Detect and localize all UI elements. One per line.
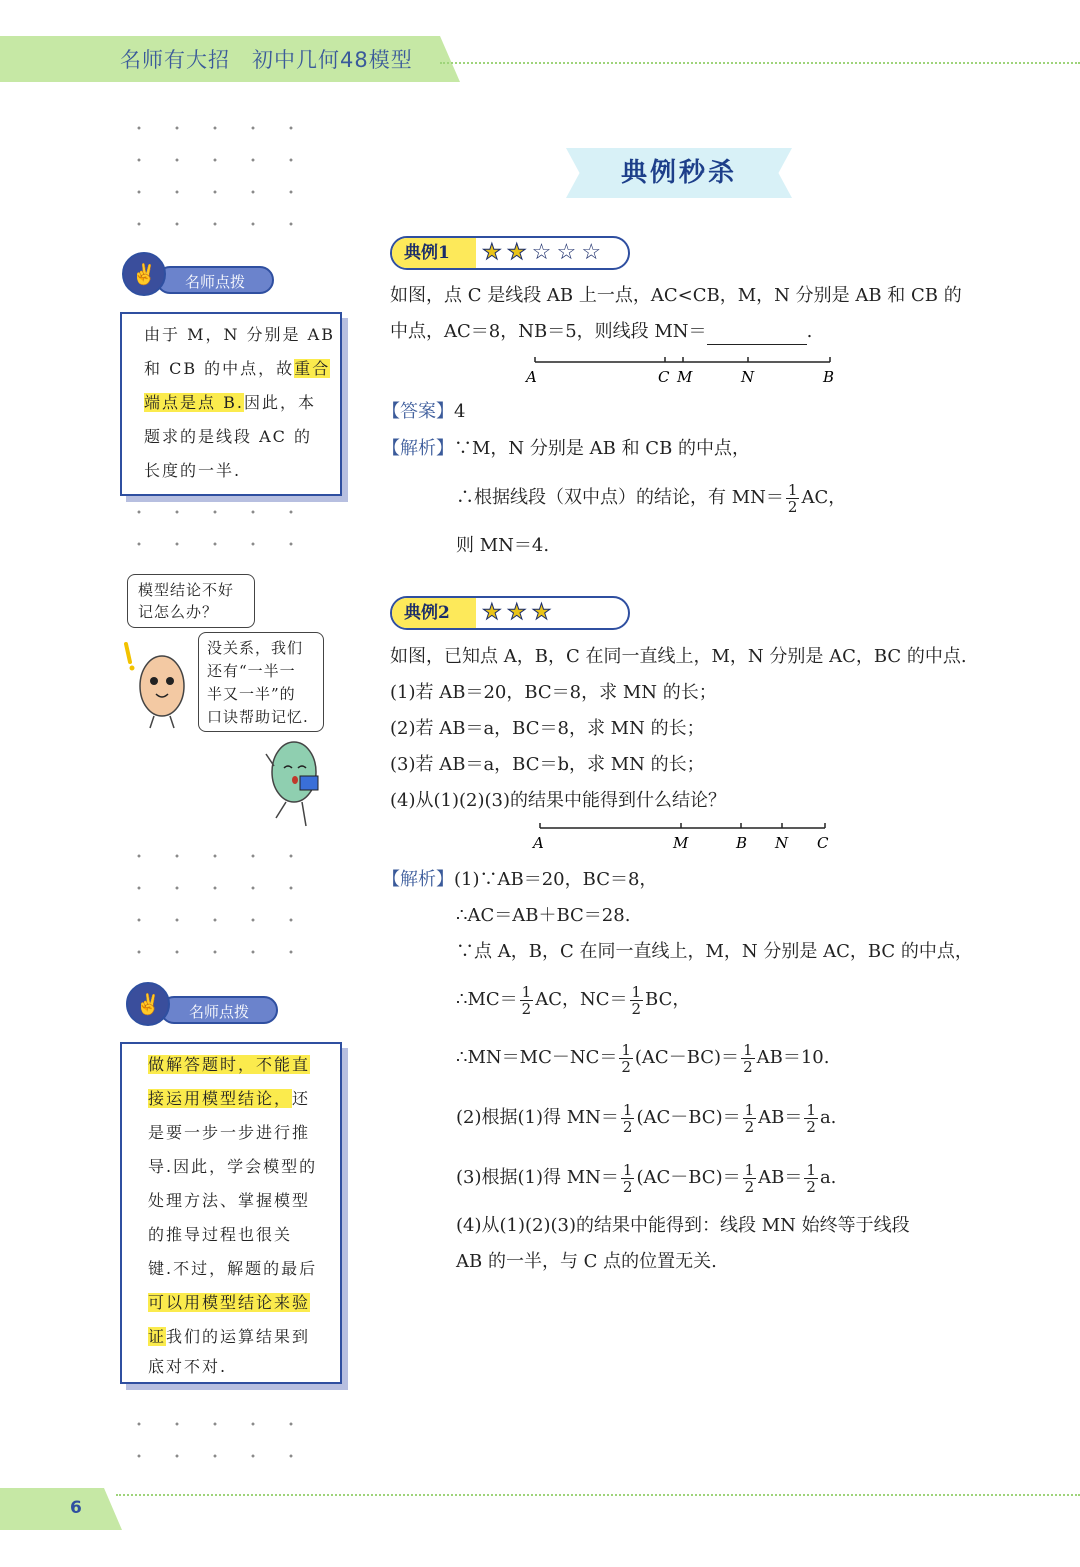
example2-solution-4 <box>456 980 690 1020</box>
example2-solution-7 <box>456 1158 836 1198</box>
tip-highlight: 端点是点 B. <box>144 393 244 412</box>
analysis-text: a. <box>819 1107 837 1128</box>
analysis-label: 【解析】 <box>382 438 454 459</box>
tip1-line4: 题求的是线段 AC 的 <box>144 427 312 446</box>
tip2-line10: 底对不对. <box>148 1357 228 1376</box>
fraction-half <box>786 482 800 515</box>
example2-solution-3: ∵点 A，B，C 在同一直线上，M，N 分别是 AC，BC 的中点， <box>456 941 973 962</box>
book-title: 名师有大招 初中几何48模型 <box>120 48 413 72</box>
star-filled-icon: ★ <box>531 600 552 625</box>
example1-analysis-line2 <box>456 480 846 516</box>
analysis-text: BC， <box>645 989 691 1010</box>
example2-figure <box>525 816 845 856</box>
bubble1-line1: 模型结论不好 <box>138 581 235 599</box>
green-egg-character-icon <box>252 732 332 832</box>
fraction-half <box>743 1162 757 1195</box>
fraction-den: 2 <box>622 1177 633 1196</box>
fraction-num: 1 <box>806 1100 816 1119</box>
tip2-line2 <box>148 1082 310 1116</box>
example1-stars <box>482 238 601 268</box>
example2-label: 典例2 <box>392 598 476 628</box>
example2-solution-6 <box>456 1098 836 1138</box>
analysis-text: (AC－BC)＝ <box>634 1047 740 1068</box>
tip-highlight: 接运用模型结论， <box>148 1089 293 1108</box>
answer-bubble <box>198 632 324 732</box>
fraction-den: 2 <box>806 1177 816 1196</box>
fraction-num: 1 <box>622 1160 633 1179</box>
example1-answer <box>382 400 465 424</box>
fraction-half <box>520 984 534 1017</box>
example2-question-1: (1)若 AB＝20，BC＝8，求 MN 的长； <box>390 682 717 703</box>
fraction-den: 2 <box>621 1057 631 1076</box>
star-filled-icon: ★ <box>506 240 527 265</box>
tip2-line5: 处理方法、掌握模型 <box>148 1191 311 1210</box>
tip2-line1 <box>148 1048 310 1082</box>
fraction-num: 1 <box>806 1160 816 1179</box>
tip2-line8 <box>148 1286 310 1320</box>
example2-solution-5 <box>456 1038 829 1078</box>
footer-band <box>0 1488 122 1530</box>
analysis-text: (2)根据(1)得 MN＝ <box>456 1107 619 1128</box>
analysis-text: (1)∵AB＝20，BC＝8， <box>454 869 658 890</box>
point-label: C <box>817 834 829 852</box>
fraction-half <box>621 1162 635 1195</box>
fraction-half <box>621 1102 635 1135</box>
fraction-num: 1 <box>621 1040 631 1059</box>
fraction-half <box>804 1102 818 1135</box>
analysis-text: AB＝10. <box>756 1047 830 1068</box>
star-filled-icon: ★ <box>482 600 502 625</box>
analysis-text: (AC－BC)＝ <box>636 1167 741 1188</box>
example1-tag <box>390 236 630 270</box>
bubble1-line2: 记怎么办？ <box>138 603 219 621</box>
example2-question-4: (4)从(1)(2)(3)的结果中能得到什么结论？ <box>390 790 726 811</box>
analysis-text: (3)根据(1)得 MN＝ <box>456 1167 619 1188</box>
answer-label: 【答案】 <box>382 401 454 422</box>
question-bubble <box>127 574 255 628</box>
fraction-den: 2 <box>622 1117 633 1136</box>
fraction-num: 1 <box>743 1040 753 1059</box>
fraction-den: 2 <box>744 1117 755 1136</box>
tip1-line2 <box>144 352 330 386</box>
example1-question-line2 <box>390 320 812 345</box>
point-label: A <box>533 834 544 852</box>
example2-solution-9: AB 的一半，与 C 点的位置无关. <box>456 1251 717 1272</box>
bubble2-line2: 还有“一半一 <box>207 662 296 680</box>
tip-highlight: 重合 <box>294 359 331 378</box>
footer-rule <box>116 1494 1080 1496</box>
example1-analysis-line1 <box>382 437 750 461</box>
fraction-num: 1 <box>622 1100 633 1119</box>
example1-question-text: 中点，AC＝8，NB＝5，则线段 MN＝ <box>390 321 707 342</box>
bubble2-line1: 没关系，我们 <box>207 639 304 657</box>
fraction-den: 2 <box>521 999 532 1018</box>
analysis-text: AB＝ <box>758 1107 803 1128</box>
analysis-text: (AC－BC)＝ <box>636 1107 741 1128</box>
fraction-den: 2 <box>743 1057 753 1076</box>
page-number: 6 <box>70 1498 82 1518</box>
analysis-text: ∵M，N 分别是 AB 和 CB 的中点， <box>454 438 751 459</box>
example2-stars <box>482 598 551 628</box>
example2-question-3: (3)若 AB＝a，BC＝b，求 MN 的长； <box>390 754 705 775</box>
tip2-line6: 的推导过程也很关 <box>148 1225 293 1244</box>
answer-blank <box>707 320 807 345</box>
fraction-num: 1 <box>787 480 798 499</box>
tip1-badge: 名师点拨 <box>156 266 274 294</box>
fraction-half <box>804 1162 818 1195</box>
tip2-line3: 是要一步一步进行推 <box>148 1123 311 1142</box>
header-rule <box>440 62 1080 64</box>
point-label: B <box>823 368 835 386</box>
fraction-num: 1 <box>744 1160 755 1179</box>
point-label: A <box>526 368 537 386</box>
analysis-text: ∴MN＝MC－NC＝ <box>456 1047 618 1068</box>
point-label: N <box>741 368 755 386</box>
example2-solution-1 <box>382 868 657 892</box>
tip1-box <box>120 312 342 496</box>
example1-question-line1: 如图，点 C 是线段 AB 上一点，AC<CB，M，N 分别是 AB 和 CB 的 <box>390 285 962 306</box>
tip2-box <box>120 1042 342 1384</box>
example2-question-line1: 如图，已知点 A，B，C 在同一直线上，M，N 分别是 AC，BC 的中点. <box>390 646 967 667</box>
analysis-text: AC，NC＝ <box>535 989 628 1010</box>
fraction-den: 2 <box>631 999 642 1018</box>
example1-label: 典例1 <box>392 238 476 268</box>
dot-grid-bottom <box>120 1408 320 1474</box>
fraction-half <box>619 1042 633 1075</box>
point-label: N <box>775 834 789 852</box>
tip1-line1: 由于 M，N 分别是 AB <box>144 325 335 344</box>
tip1-line5: 长度的一半. <box>144 461 242 480</box>
bubble2-line4: 口诀帮助记忆. <box>207 708 309 726</box>
tip-highlight: 证 <box>148 1327 167 1346</box>
point-label: C <box>658 368 670 386</box>
analysis-text: ∴根据线段（双中点）的结论，有 MN＝ <box>456 487 784 508</box>
tip-text: 和 CB 的中点，故 <box>144 359 295 378</box>
tip-highlight: 可以用模型结论来验 <box>148 1293 311 1312</box>
example2-solution-8: (4)从(1)(2)(3)的结果中能得到：线段 MN 始终等于线段 <box>456 1215 910 1236</box>
thumbs-up-icon: ✌ <box>126 982 170 1026</box>
analysis-text: a. <box>819 1167 837 1188</box>
example1-figure <box>520 350 840 390</box>
tip2-line7: 键.不过，解题的最后 <box>148 1259 318 1278</box>
fraction-num: 1 <box>521 982 532 1001</box>
point-label: B <box>736 834 748 852</box>
thumbs-up-icon: ✌ <box>122 252 166 296</box>
point-label: M <box>673 834 689 852</box>
tip2-line4: 导.因此，学会模型的 <box>148 1157 318 1176</box>
example1-analysis-line3: 则 MN＝4. <box>456 535 550 556</box>
answer-value: 4 <box>454 401 466 422</box>
star-empty-icon: ☆ <box>581 240 602 265</box>
analysis-text: AB＝ <box>758 1167 803 1188</box>
section-title: 典例秒杀 <box>620 158 737 188</box>
fraction-half <box>741 1042 755 1075</box>
dot-grid-top <box>120 112 320 242</box>
star-empty-icon: ☆ <box>531 240 552 265</box>
star-filled-icon: ★ <box>482 240 502 265</box>
example1-question-end: . <box>806 321 813 342</box>
dot-grid-mid2 <box>120 840 320 970</box>
example2-question-2: (2)若 AB＝a，BC＝8，求 MN 的长； <box>390 718 705 739</box>
tip-text: 还 <box>292 1089 311 1108</box>
fraction-den: 2 <box>744 1177 755 1196</box>
fraction-half <box>630 984 644 1017</box>
analysis-text: AC， <box>801 487 847 508</box>
analysis-text: ∴MC＝ <box>456 989 518 1010</box>
fraction-num: 1 <box>631 982 642 1001</box>
analysis-label: 【解析】 <box>382 869 454 890</box>
tip1-line3 <box>144 386 316 420</box>
tip-text: 因此，本 <box>243 393 316 412</box>
tip2-line9 <box>148 1320 310 1354</box>
fraction-half <box>743 1102 757 1135</box>
star-empty-icon: ☆ <box>556 240 577 265</box>
example2-tag <box>390 596 630 630</box>
star-filled-icon: ★ <box>506 600 527 625</box>
bubble2-line3: 半又一半”的 <box>207 685 296 703</box>
tip-text: 我们的运算结果到 <box>166 1327 311 1346</box>
tip-highlight: 做解答题时，不能直 <box>148 1055 311 1074</box>
example2-solution-2: ∴AC＝AB＋BC＝28. <box>456 905 631 926</box>
tip2-badge: 名师点拨 <box>160 996 278 1024</box>
egg-character-icon <box>118 636 198 732</box>
fraction-num: 1 <box>744 1100 755 1119</box>
fraction-den: 2 <box>787 497 798 516</box>
dot-grid-mid1 <box>120 496 320 562</box>
point-label: M <box>677 368 693 386</box>
fraction-den: 2 <box>806 1117 816 1136</box>
